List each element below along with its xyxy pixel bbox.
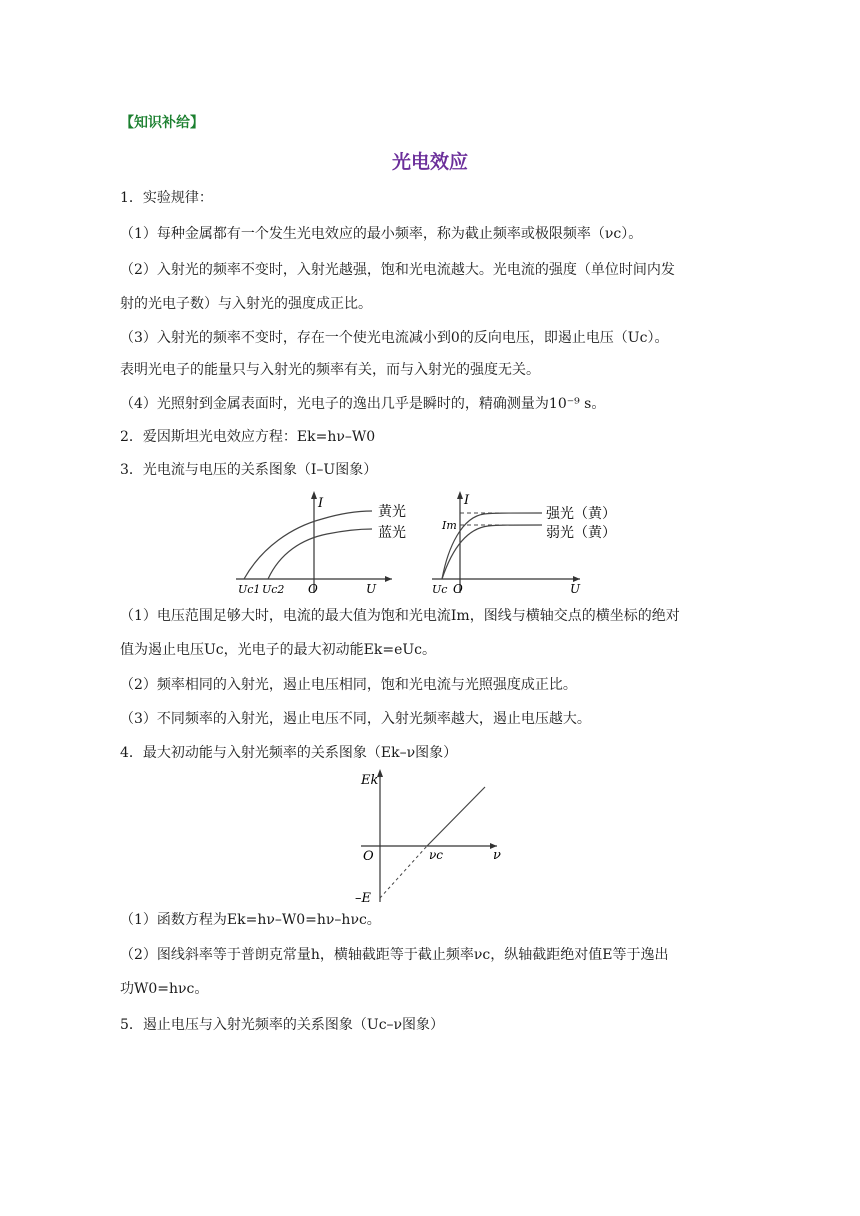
line-6: 表明光电子的能量只与入射光的频率有关，而与入射光的强度无关。: [120, 362, 540, 378]
ek-nu-figure: [355, 764, 515, 906]
im-label: Im: [442, 519, 457, 532]
line-17: 功W0=hνc。: [120, 981, 209, 997]
y-axis-label: Ek: [361, 773, 379, 788]
line-7: （4）光照射到金属表面时，光电子的逸出几乎是瞬时的，精确测量为10⁻⁹ s。: [120, 396, 606, 412]
yellow-light-label: 黄光: [378, 504, 406, 520]
x-axis-arrow: [385, 576, 392, 582]
yellow-light-curve: [244, 511, 372, 579]
uc1-label: Uc1: [238, 583, 261, 596]
ek-line: [427, 787, 485, 846]
uc-label: Uc: [432, 583, 448, 596]
line-11: 值为遏止电压Uc，光电子的最大初动能Ek=eUc。: [120, 642, 436, 658]
line-16: （2）图线斜率等于普朗克常量h，横轴截距等于截止频率νc，纵轴截距绝对值E等于逸出: [120, 947, 669, 963]
y-axis-label: I: [318, 496, 324, 511]
line-5: （3）入射光的频率不变时，存在一个使光电流减小到0的反向电压，即遏止电压（Uc）。: [120, 330, 669, 346]
blue-light-label: 蓝光: [378, 525, 406, 541]
line-14: 4．最大初动能与入射光频率的关系图象（Ek–ν图象）: [120, 745, 458, 761]
section-tag: 【知识补给】: [120, 115, 204, 131]
strong-light-curve: [442, 513, 542, 579]
y-axis-label: I: [464, 493, 470, 508]
neg-e-label: –E: [355, 891, 371, 906]
nuc-label: νc: [429, 848, 444, 862]
y-axis-arrow: [457, 491, 463, 499]
line-13: （3）不同频率的入射光，遏止电压不同，入射光频率越大，遏止电压越大。: [120, 711, 591, 727]
weak-light-label: 弱光（黄）: [546, 525, 616, 541]
line-2: （1）每种金属都有一个发生光电效应的最小频率，称为截止频率或极限频率（νc）。: [120, 226, 643, 242]
uc2-label: Uc2: [262, 583, 285, 596]
line-10: （1）电压范围足够大时，电流的最大值为饱和光电流Im，图线与横轴交点的横坐标的绝对: [120, 608, 680, 624]
iu-intensity-figure: [428, 487, 628, 599]
line-12: （2）频率相同的入射光，遏止电压相同，饱和光电流与光照强度成正比。: [120, 677, 577, 693]
weak-light-curve: [442, 525, 542, 579]
origin-label: O: [453, 582, 463, 596]
line-9: 3．光电流与电压的关系图象（I–U图象）: [120, 462, 378, 478]
iu-color-figure: [232, 487, 422, 599]
strong-light-label: 强光（黄）: [546, 506, 616, 522]
line-15: （1）函数方程为Ek=hν–W0=hν–hνc。: [120, 912, 381, 928]
y-axis-arrow: [311, 491, 317, 499]
line-3: （2）入射光的频率不变时，入射光越强，饱和光电流越大。光电流的强度（单位时间内发: [120, 262, 675, 278]
x-axis-label: U: [366, 582, 377, 596]
line-1: 1．实验规律：: [120, 190, 213, 206]
x-axis-label: ν: [493, 848, 501, 863]
line-8: 2．爱因斯坦光电效应方程：Ek=hν–W0: [120, 429, 376, 445]
x-axis-label: U: [570, 582, 581, 596]
line-4: 射的光电子数）与入射光的强度成正比。: [120, 296, 372, 312]
extension-dashed-line: [380, 846, 427, 898]
page-title: 光电效应: [391, 151, 468, 173]
line-18: 5．遏止电压与入射光频率的关系图象（Uc–ν图象）: [120, 1017, 445, 1033]
origin-label: O: [308, 582, 318, 596]
origin-label: O: [363, 849, 374, 864]
